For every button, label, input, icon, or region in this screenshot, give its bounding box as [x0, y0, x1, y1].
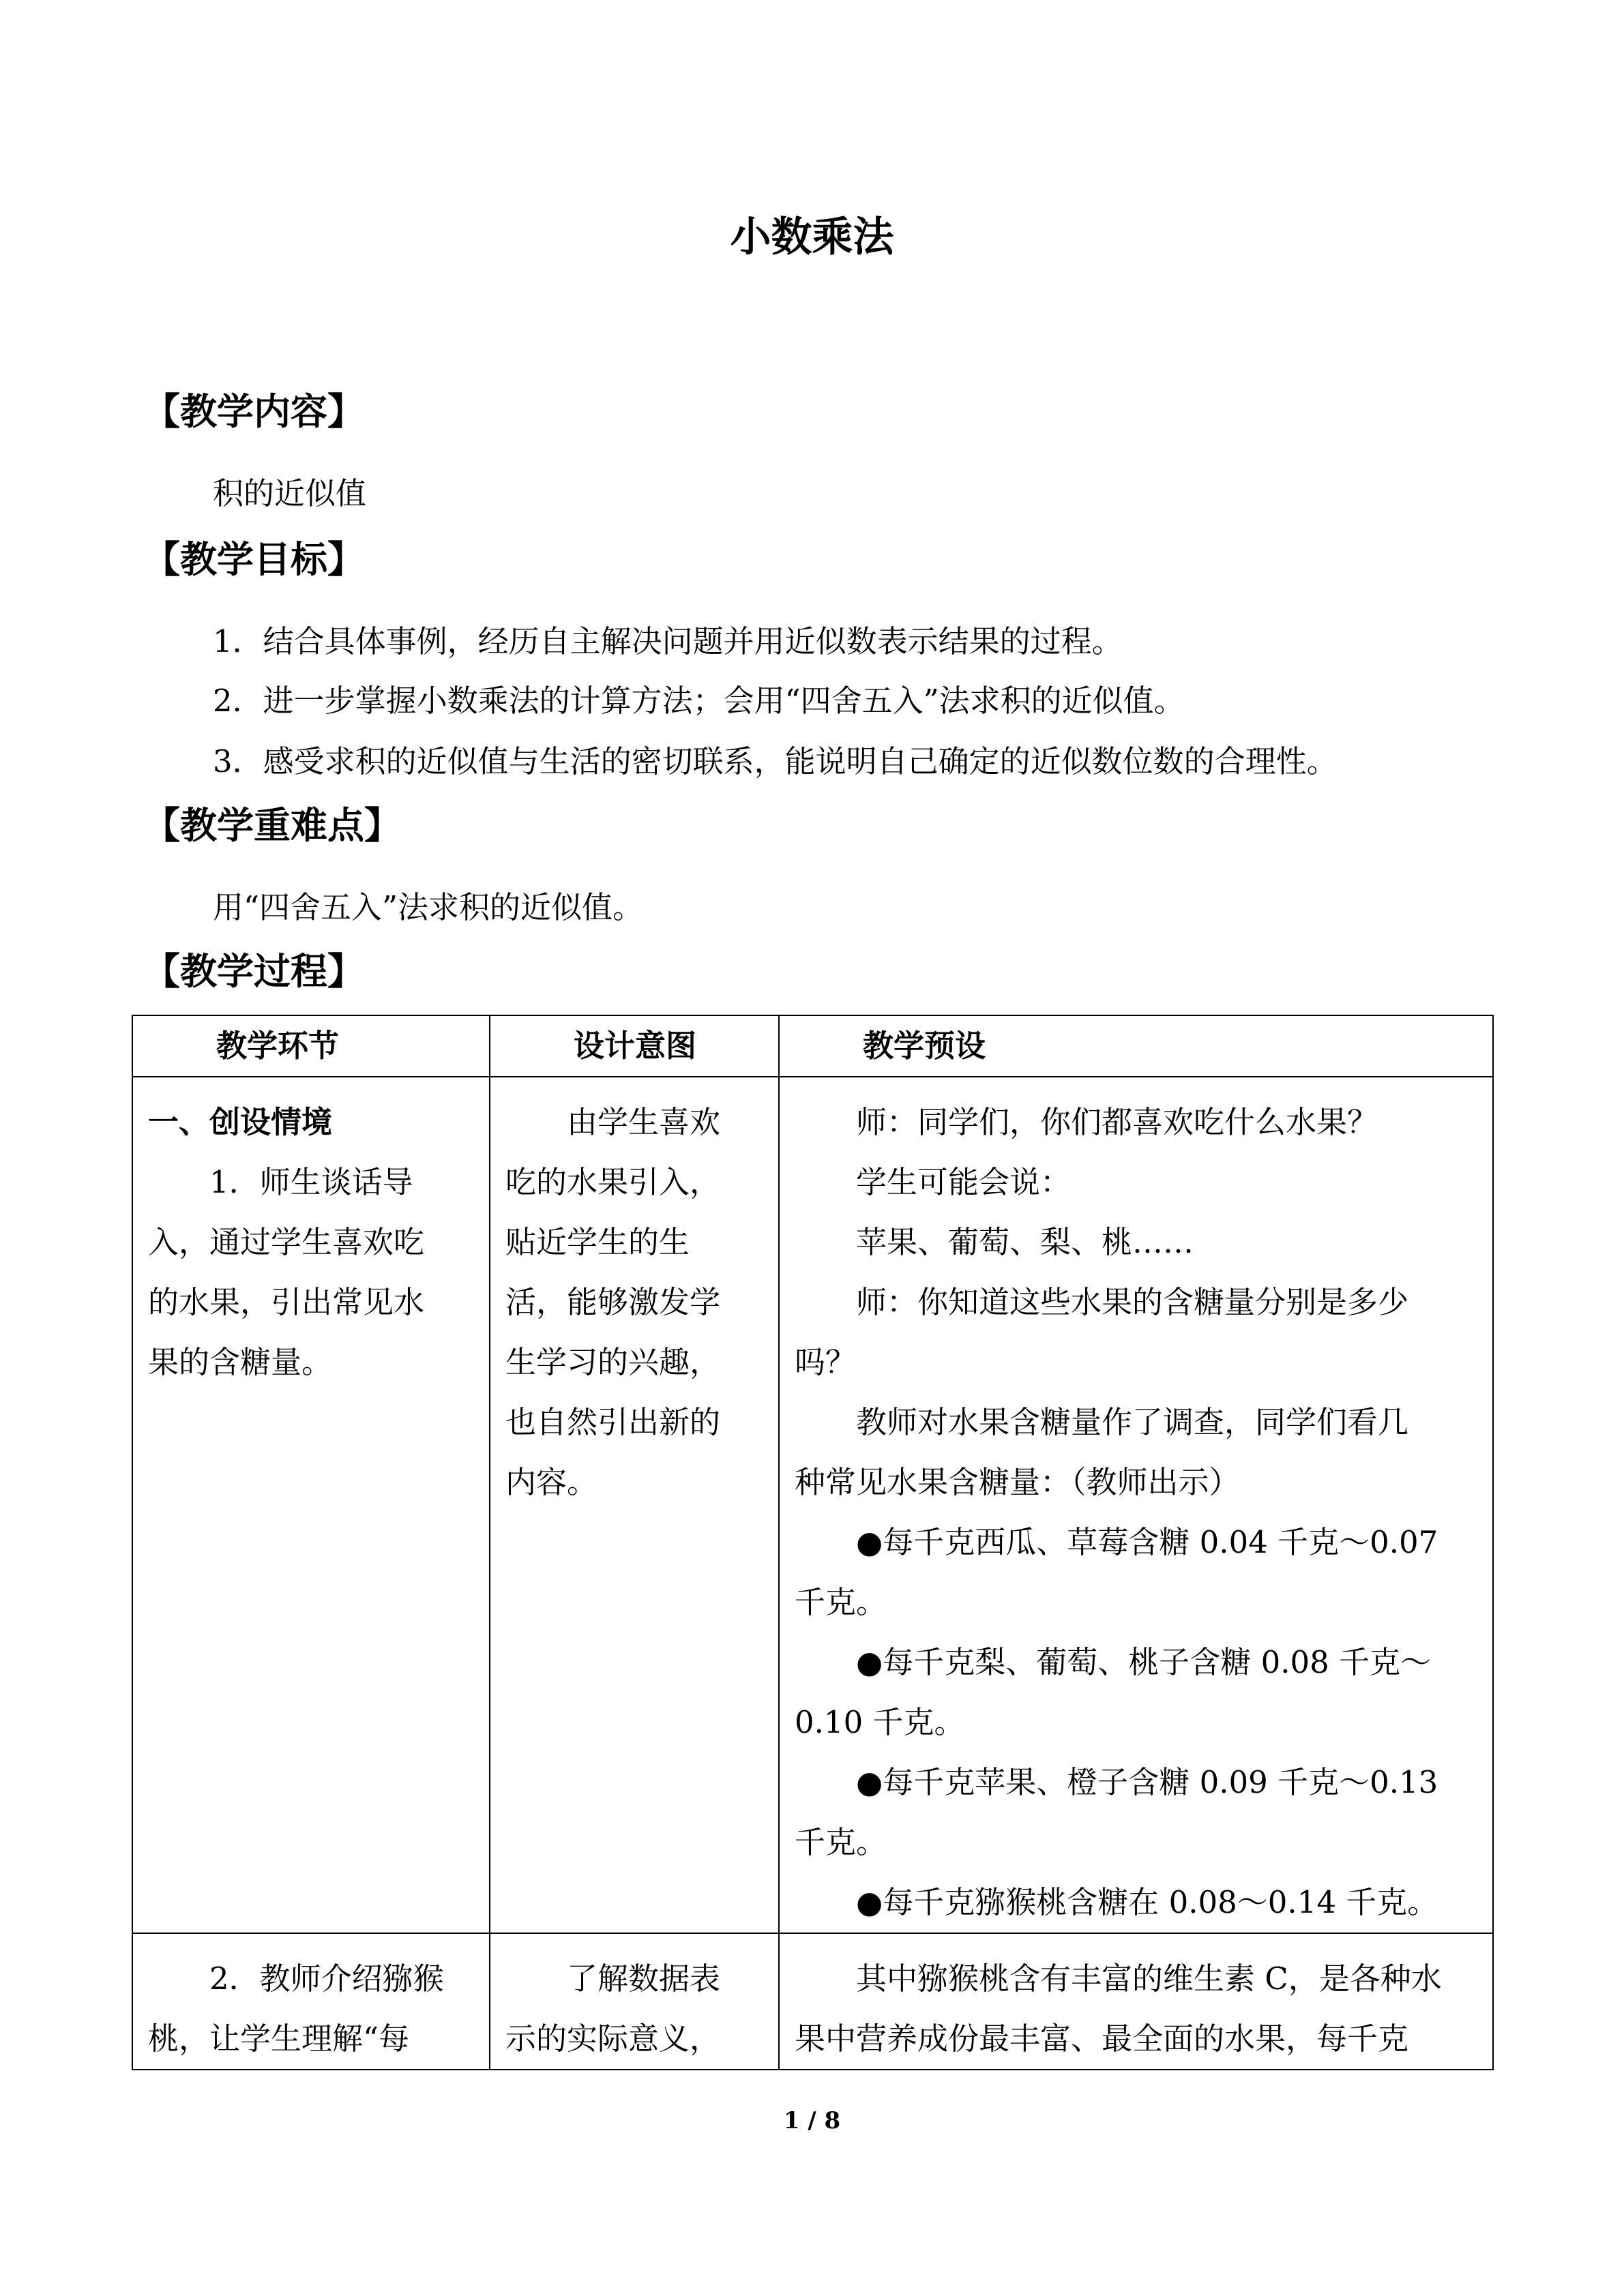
table-row [132, 1077, 1493, 1933]
content-text: 积的近似值 [213, 475, 367, 511]
intent-line: 生学习的兴趣， [505, 1344, 721, 1380]
header-plan: 教学预设 [779, 1015, 1493, 1077]
plan-line: 苹果、葡萄、梨、桃…… [856, 1224, 1194, 1260]
intent-line: 活，能够激发学 [505, 1284, 721, 1320]
page-number: 1 / 8 [783, 2107, 841, 2134]
header-stage: 教学环节 [132, 1015, 490, 1077]
stage-line: 桃，让学生理解“每 [148, 2021, 410, 2057]
plan-cell [779, 1077, 1493, 1933]
intent-line: 了解数据表 [567, 1960, 721, 1997]
plan-line: 吗？ [795, 1344, 857, 1380]
stage-cell [132, 1077, 490, 1933]
table-header-row [132, 1015, 1493, 1077]
table-row [132, 1933, 1493, 2070]
stage-line: 入，通过学生喜欢吃 [148, 1224, 425, 1260]
plan-line: 师：你知道这些水果的含糖量分别是多少 [856, 1284, 1409, 1320]
plan-line: 教师对水果含糖量作了调查，同学们看几 [856, 1404, 1409, 1440]
goal-item-3: 3．感受求积的近似值与生活的密切联系，能说明自己确定的近似数位数的合理性。 [213, 743, 1338, 779]
goal-item-1: 1．结合具体事例，经历自主解决问题并用近似数表示结果的过程。 [213, 623, 1123, 659]
plan-line: ●每千克西瓜、草莓含糖 0.04 千克～0.07 [856, 1524, 1438, 1560]
stage-line: 2．教师介绍猕猴 [209, 1960, 444, 1997]
heading-goals: 【教学目标】 [143, 538, 364, 581]
plan-line: 其中猕猴桃含有丰富的维生素 C，是各种水 [856, 1960, 1442, 1997]
plan-cell [779, 1933, 1493, 2070]
plan-line: ●每千克苹果、橙子含糖 0.09 千克～0.13 [856, 1764, 1438, 1800]
plan-line: 学生可能会说： [856, 1164, 1072, 1200]
intent-cell [490, 1933, 779, 2070]
plan-line: 千克。 [795, 1584, 887, 1620]
intent-cell [490, 1077, 779, 1933]
key-points-text: 用“四舍五入”法求积的近似值。 [213, 889, 644, 925]
intent-line: 也自然引出新的 [505, 1404, 721, 1440]
intent-line: 吃的水果引入， [505, 1164, 721, 1200]
header-intent: 设计意图 [490, 1015, 779, 1077]
heading-content: 【教学内容】 [143, 390, 364, 433]
plan-line: 千克。 [795, 1824, 887, 1860]
heading-process: 【教学过程】 [143, 950, 364, 993]
goal-item-2: 2．进一步掌握小数乘法的计算方法；会用“四舍五入”法求积的近似值。 [213, 683, 1185, 719]
heading-key-points: 【教学重难点】 [143, 804, 401, 847]
plan-line: 果中营养成份最丰富、最全面的水果，每千克 [795, 2021, 1409, 2057]
plan-line: ●每千克猕猴桃含糖在 0.08～0.14 千克。 [856, 1884, 1438, 1920]
plan-line: 种常见水果含糖量：（教师出示） [795, 1464, 1240, 1500]
plan-line: 师：同学们，你们都喜欢吃什么水果？ [856, 1104, 1378, 1140]
stage-line: 1．师生谈话导 [209, 1164, 413, 1200]
intent-line: 贴近学生的生 [505, 1224, 690, 1260]
stage-title: 一、创设情境 [148, 1104, 333, 1140]
intent-line: 示的实际意义， [505, 2021, 721, 2057]
stage-line: 的水果，引出常见水 [148, 1284, 425, 1320]
document-title: 小数乘法 [730, 213, 894, 261]
stage-line: 果的含糖量。 [148, 1344, 333, 1380]
plan-line: ●每千克梨、葡萄、桃子含糖 0.08 千克～ [856, 1644, 1432, 1680]
intent-line: 内容。 [505, 1464, 598, 1500]
teaching-process-table [132, 1015, 1494, 2070]
intent-line: 由学生喜欢 [567, 1104, 721, 1140]
stage-cell [132, 1933, 490, 2070]
plan-line: 0.10 千克。 [795, 1704, 965, 1740]
